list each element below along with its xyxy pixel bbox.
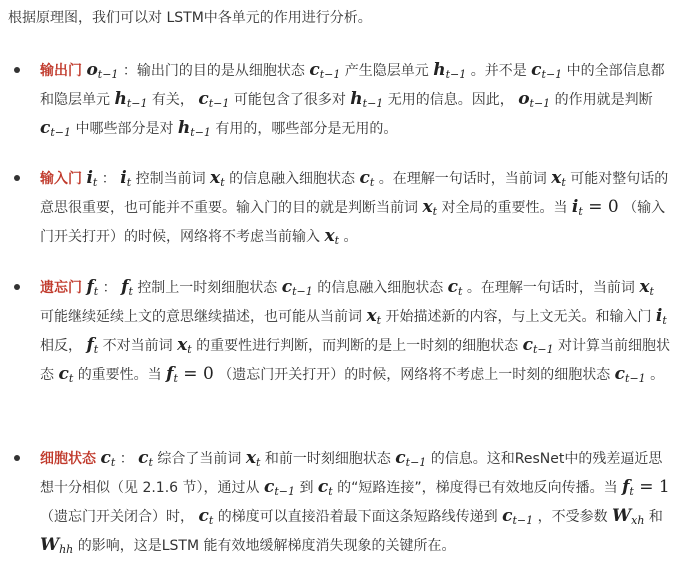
math-i-t: $i_t$ [86, 168, 98, 189]
forget-gate-item: 遗忘门 $f_t$ ： $f_t$ 控制上一时刻细胞状态 $c_{t-1}$ 的信息融入细胞状态 $c_t$ 。在理解一句话时，当前词 $x_t$ 可能继续延续上文的意思继续描述，也可能从当前词 $x_t$ 开始描述新的内容，与上文无关。和输入门 $i_t$ 相反， $f_t$ 不对当前词 $x_t$ 的重要性进行判断，而判断的是上一时刻的细胞状态 $c_{t-1}$ 对计算当前细胞状态 $c_t$ 的重要性。当 $f_t = 0$ （遗忘门开关打开）的时候，网络将不考虑上一时刻的细胞状态 $c_{t-1}$ 。 [40, 273, 672, 389]
math-x-t: $x_t$ [210, 168, 225, 189]
math-c-t: $c_t$ [58, 364, 74, 385]
math-h-prev: $h_{t-1}$ [350, 89, 384, 110]
input-gate-item: 输入门 $i_t$ ： $i_t$ 控制当前词 $x_t$ 的信息融入细胞状态 $c_t$ 。在理解一句话时，当前词 $x_t$ 可能对整句话的意思很重要，也可能并不重要。输入门的目的就是判断当前词 $x_t$ 对全局的重要性。当 $i_t = 0$ （输入门开关打开）的时候，网络将不考虑当前输入 $x_t$ 。 [40, 164, 672, 251]
math-x-t: $x_t$ [422, 197, 438, 218]
math-x-t: $x_t$ [551, 168, 566, 189]
math-x-t: $x_t$ [324, 226, 340, 247]
math-c-t: $c_t$ [359, 168, 375, 189]
equals-one: = 1 [633, 477, 670, 497]
math-h-prev: $h_{t-1}$ [114, 89, 148, 110]
math-x-t: $x_t$ [177, 335, 192, 356]
math-i-t: $i_t$ [655, 306, 667, 327]
math-c-prev: $c_{t-1}$ [198, 89, 230, 110]
output-gate-item: 输出门 $o_{t-1}$ ：输出门的目的是从细胞状态 $c_{t-1}$ 产生隐层单元 $h_{t-1}$ 。并不是 $c_{t-1}$ 中的全部信息都和隐层单元 $h_{t-1}$ 有关， $c_{t-1}$ 可能包含了很多对 $h_{t-1}$ 无用的信息。因此， $o_{t-1}$ 的作用就是判断 $c_{t-1}$ 中哪些部分是对 $h_{t-1}$ 有用的，哪些部分是无用的。 [40, 56, 672, 143]
math-c-prev: $c_{t-1}$ [309, 60, 341, 81]
math-i-t: $i_t$ [571, 197, 583, 218]
bullet-dot [14, 284, 20, 290]
math-c-t: $c_t$ [447, 277, 463, 298]
equals-zero: = 0 [177, 364, 214, 384]
output-gate-title: 输出门 [40, 63, 82, 79]
math-f-t: $f_t$ [86, 335, 99, 356]
math-c-prev: $c_{t-1}$ [281, 277, 313, 298]
math-c-prev: $c_{t-1}$ [531, 60, 563, 81]
math-f-t: $f_t$ [166, 364, 178, 385]
equals-zero: = 0 [582, 197, 619, 217]
math-o-prev: $o_{t-1}$ [518, 89, 551, 110]
math-f-t: $f_t$ [622, 477, 634, 498]
math-f-t: $f_t$ [86, 277, 99, 298]
math-c-t: $c_t$ [317, 477, 333, 498]
math-f-t: $f_t$ [121, 277, 133, 298]
math-c-prev: $c_{t-1}$ [263, 477, 295, 498]
math-c-t: $c_t$ [198, 506, 214, 527]
math-x-t: $x_t$ [366, 306, 382, 327]
math-c-prev: $c_{t-1}$ [395, 448, 427, 469]
math-x-t: $x_t$ [245, 448, 261, 469]
bullet-dot [14, 455, 20, 461]
bullet-dot [14, 67, 20, 73]
cell-state-item: 细胞状态 $c_t$ ： $c_t$ 综合了当前词 $x_t$ 和前一时刻细胞状态 $c_{t-1}$ 的信息。这和ResNet中的残差逼近思想十分相似（见 2.1.6 节），通过从 $c_{t-1}$ 到 $c_t$ 的“短路连接”，梯度得已有效地反向传播。当 $f_t = 1$ （遗忘门开关闭合）时， $c_t$ 的梯度可以直接沿着最下面这条短路线传递到 $c_{t-1}$ ，不受参数 $W_{xh}$ 和 $W_{hh}$ 的影响，这是LSTM 能有效地缓解梯度消失现象的关键所在。 [40, 444, 672, 560]
math-c-t: $c_t$ [138, 448, 153, 469]
bullet-dot [14, 175, 20, 181]
math-w-hh: $W_{hh}$ [40, 535, 74, 556]
forget-gate-title: 遗忘门 [40, 280, 82, 296]
math-c-prev: $c_{t-1}$ [522, 335, 554, 356]
intro-text: 根据原理图，我们可以对 LSTM中各单元的作用进行分析。 [8, 10, 372, 26]
math-o-prev: $o_{t-1}$ [86, 60, 119, 81]
math-c-prev: $c_{t-1}$ [614, 364, 646, 385]
math-w-xh: $W_{xh}$ [612, 506, 645, 527]
math-h-prev: $h_{t-1}$ [177, 118, 211, 139]
input-gate-title: 输入门 [40, 171, 82, 187]
math-c-t: $c_t$ [100, 448, 116, 469]
math-i-t: $i_t$ [120, 168, 132, 189]
math-h-prev: $h_{t-1}$ [433, 60, 467, 81]
math-c-prev: $c_{t-1}$ [40, 118, 71, 139]
math-c-prev: $c_{t-1}$ [502, 506, 534, 527]
math-x-t: $x_t$ [639, 277, 654, 298]
cell-state-title: 细胞状态 [40, 451, 96, 467]
